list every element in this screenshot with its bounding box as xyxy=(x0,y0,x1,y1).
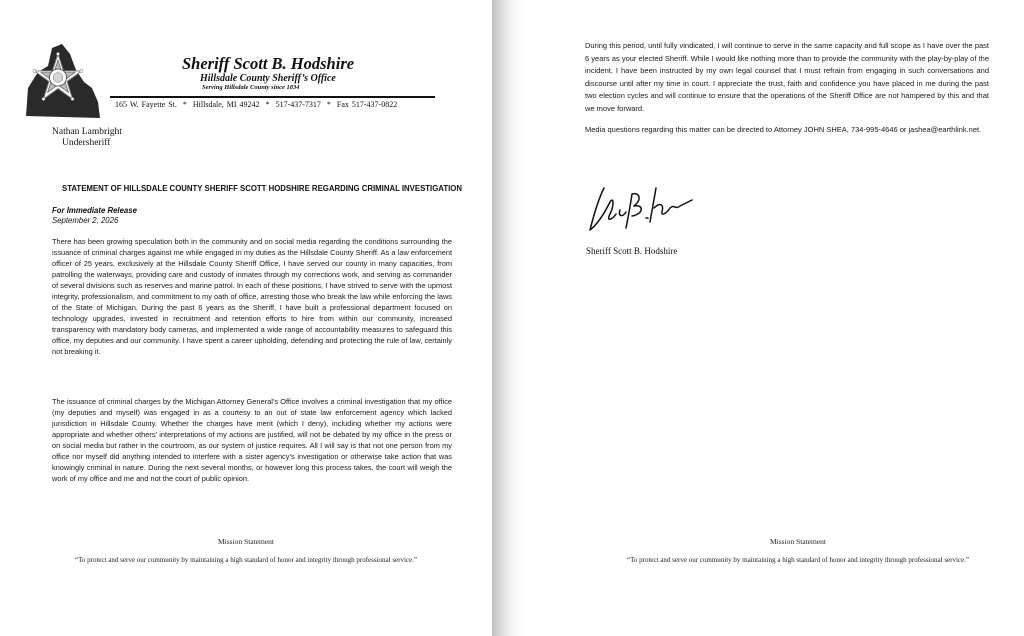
contact-line xyxy=(115,100,397,109)
mission-heading: Mission Statement xyxy=(769,537,827,546)
handwritten-signature-icon xyxy=(584,180,704,240)
letterhead-rule xyxy=(110,96,435,98)
statement-title: STATEMENT OF HILLSDALE COUNTY SHERIFF SCOTT HODSHIRE REGARDING CRIMINAL INVESTIGATION xyxy=(62,184,462,193)
separator: * xyxy=(326,100,331,109)
sheriff-name-heading: Sheriff Scott B. Hodshire xyxy=(182,54,355,73)
release-label: For Immediate Release xyxy=(52,206,137,215)
phone-number: 517-437-7317 xyxy=(275,100,321,109)
document-page-1 xyxy=(0,0,492,636)
fax-number: Fax 517-437-0822 xyxy=(336,100,398,109)
sheriff-star-michigan-badge-icon xyxy=(18,42,106,124)
signature-name: Sheriff Scott B. Hodshire xyxy=(586,246,678,256)
mission-heading: Mission Statement xyxy=(217,537,275,546)
page-gutter xyxy=(492,0,524,636)
separator: * xyxy=(182,100,187,109)
city-state-zip: Hillsdale, MI 49242 xyxy=(192,100,260,109)
street-address: 165 W. Fayette St. xyxy=(115,100,177,109)
mission-text: “To protect and serve our community by maintaining a high standard of honor and integrity through professional service.” xyxy=(74,556,418,564)
body-paragraph: Media questions regarding this matter can be directed to Attorney JOHN SHEA, 734-995-4646 or jashea@earthlink.net. xyxy=(585,125,982,134)
mission-text: “To protect and serve our community by maintaining a high standard of honor and integrity through professional service.” xyxy=(626,556,970,564)
release-date: September 2, 2026 xyxy=(52,216,119,225)
separator: * xyxy=(265,100,270,109)
since-tagline: Serving Hillsdale County since 1834 xyxy=(202,84,300,91)
office-name: Hillsdale County Sheriff’s Office xyxy=(200,73,336,84)
body-paragraph: The issuance of criminal charges by the Michigan Attorney General’s Office involves a criminal investigation that my office (my deputies and myself) was engaged in as a courtesy to an out of state law enforcement agency which lacked jurisdiction in Hillsdale County. Whether the charges have merit (which I deny), including whether my actions were appropriate and whether others’ interpretations of my actions are justified, will not be debated by my office in the press or on social media but rather in the courtroom, as our system of justice requires. All I will say is that not one person from my office nor myself did anything intended to interfere with a sister agency’s investigation or otherwise take action that was knowingly criminal in nature. During the next several months, or however long this process takes, the court will weigh the work of my office and me and not the court of public opinion. xyxy=(52,397,452,483)
body-paragraph: There has been growing speculation both in the community and on social media regarding the conditions surrounding the issuance of criminal charges against me while engaged in my duties as the Hillsdale County Sheriff. As a law enforcement officer of 25 years, exclusively at the Hillsdale County Sheriff Office, I have served our county in many capacities, from patrolling the waterways, providing care and custody of inmates through my corrections work, and serving as commander of several divisions such as reserves and marine patrol. In each of these positions, I have strived to serve with the upmost integrity, professionalism, and commitment to my oath of office, arresting those who break the law while enforcing the laws of the State of Michigan. During the past 6 years as the Sheriff, I have built a professional department focused on technology upgrades, invested in recruitment and retention efforts to hire from within our community, increased transparency with mandatory body cameras, and implemented a wide range of accountability measures to safeguard this office, my deputies and our community. I have spent a career upholding, defending and protecting the rule of law, certainly not breaking it. xyxy=(52,237,452,356)
body-paragraph: During this period, until fully vindicated, I will continue to serve in the same capacity and full scope as I have over the past 6 years as your elected Sheriff. While I would like nothing more than to provide the community with the play-by-play of the incident, I have been instructed by my own legal counsel that I must refrain from engaging in such conversations and discourse until after my time in court. I appreciate the trust, faith and confidence you have placed in me during the past two election cycles and will continue to ensure that the operations of the Sheriff Office are not hampered by this and that we move forward. xyxy=(585,41,989,113)
document-page-2 xyxy=(524,0,1024,636)
undersheriff-title: Undersheriff xyxy=(62,138,111,148)
undersheriff-name: Nathan Lambright xyxy=(52,127,122,137)
